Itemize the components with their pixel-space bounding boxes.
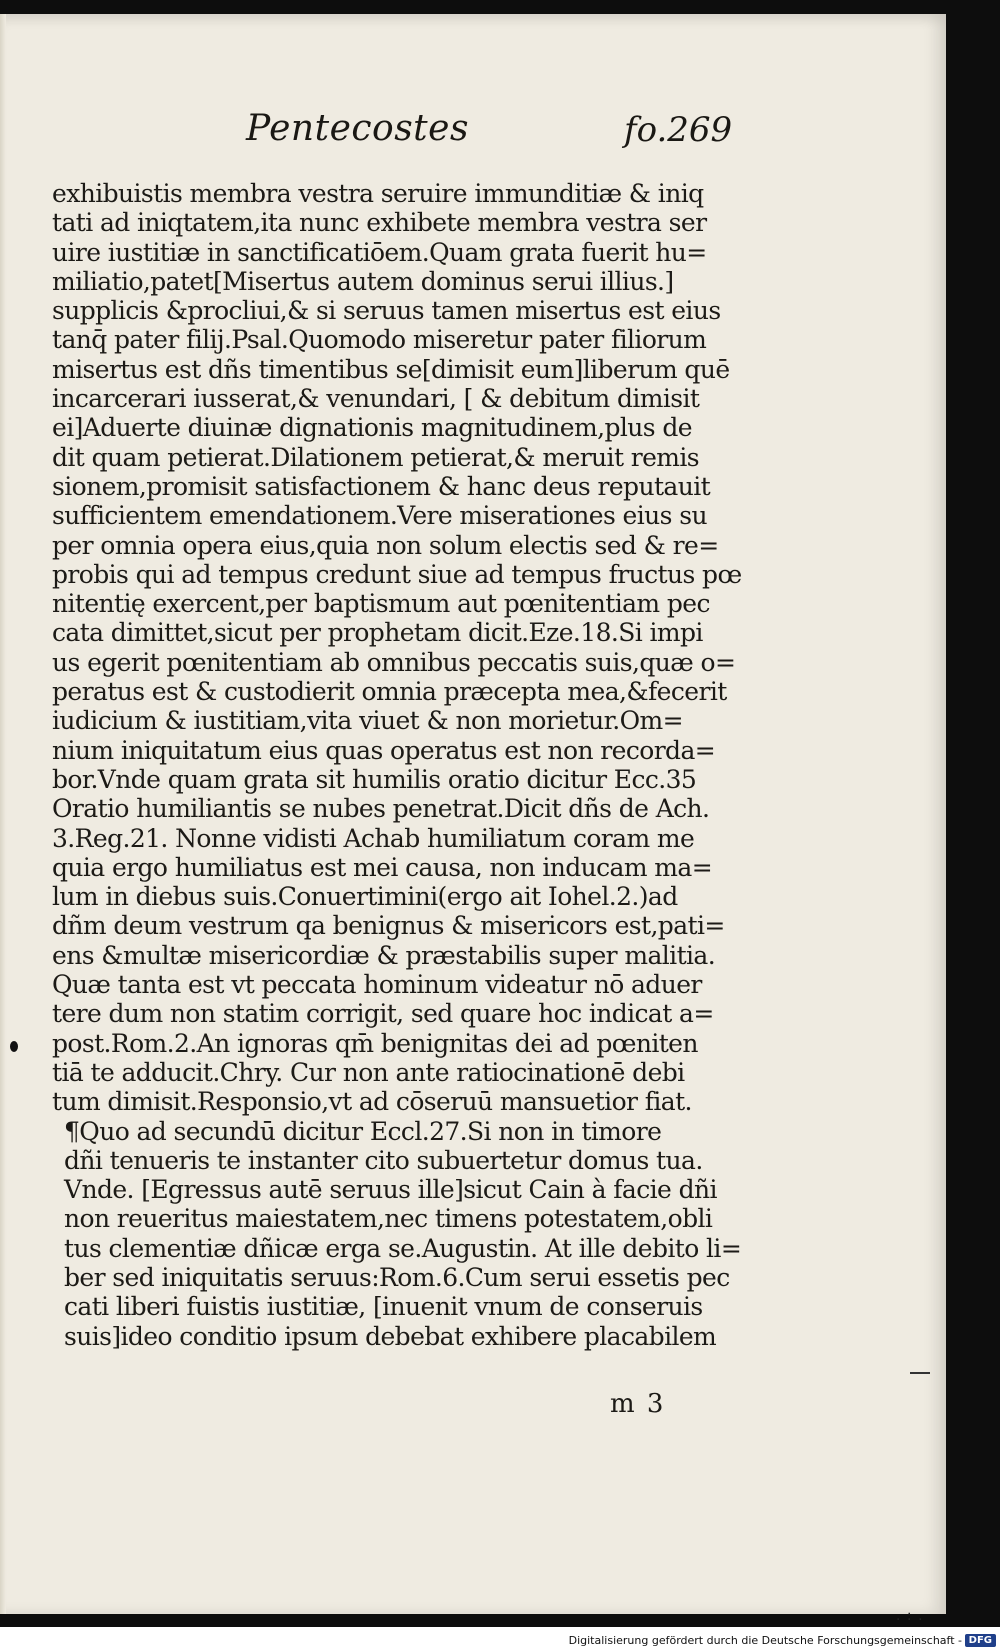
corner-mark: . : .: [896, 1608, 924, 1624]
text-line: misertus est dñs timentibus se[dimisit eum]liberum quē: [52, 354, 730, 384]
text-line: cata dimittet,sicut per prophetam dicit.Eze.18.Si impi: [52, 618, 703, 648]
text-line: ens &multæ misericordiæ & præstabilis super malitia.: [52, 940, 716, 970]
text-line: cati liberi fuistis iustitiæ, [inuenit vnum de conseruis: [64, 1292, 703, 1322]
text-line: tati ad iniqtatem,ita nunc exhibete membra vestra ser: [52, 208, 707, 238]
folio-number: fo.269: [624, 110, 733, 150]
text-line: exhibuistis membra vestra seruire immunditiæ & iniq: [52, 179, 704, 208]
text-line: suis]ideo conditio ipsum debebat exhibere placabilem: [64, 1321, 717, 1351]
margin-ink-dash: [910, 1372, 930, 1374]
running-head: Pentecostes: [246, 108, 469, 149]
text-line: per omnia opera eius,quia non solum electis sed & re=: [52, 530, 719, 560]
margin-ink-dot: [10, 1041, 18, 1052]
text-line: bor.Vnde quam grata sit humilis oratio dicitur Ecc.35: [52, 764, 697, 794]
text-line: sionem,promisit satisfactionem & hanc deus reputauit: [52, 471, 711, 501]
text-line: ber sed iniquitatis seruus:Rom.6.Cum serui essetis pec: [64, 1262, 730, 1292]
text-line: lum in diebus suis.Conuertimini(ergo ait Iohel.2.)ad: [52, 882, 678, 912]
text-line: Oratio humiliantis se nubes penetrat.Dicit dñs de Ach.: [52, 794, 710, 824]
signature-mark: m 3: [610, 1389, 666, 1419]
text-line: supplicis &procliui,& si seruus tamen misertus est eius: [52, 296, 721, 326]
text-line: dñi tenueris te instanter cito subuertetur domus tua.: [64, 1145, 703, 1175]
text-line: dit quam petierat.Dilationem petierat,& meruit remis: [52, 442, 700, 472]
footer-credit: Digitalisierung gefördert durch die Deutsche Forschungsgemeinschaft -: [568, 1634, 962, 1647]
text-line: Quæ tanta est vt peccata hominum videatur nō aduer: [52, 970, 702, 1000]
text-line: tiā te adducit.Chry. Cur non ante ratiocinationē debi: [52, 1057, 685, 1087]
text-line: tum dimisit.Responsio,vt ad cōseruū mansuetior fiat.: [52, 1087, 692, 1117]
text-line: nitentię exercent,per baptismum aut pœnitentiam pec: [52, 589, 710, 619]
text-line: uire iustitiæ in sanctificatiōem.Quam grata fuerit hu=: [52, 237, 707, 267]
dfg-logo: DFG: [965, 1634, 996, 1647]
text-line: quia ergo humiliatus est mei causa, non inducam ma=: [52, 852, 713, 882]
text-line: ei]Aduerte diuinæ dignationis magnitudinem,plus de: [52, 413, 692, 443]
text-line: iudicium & iustitiam,vita viuet & non morietur.Om=: [52, 706, 683, 736]
text-line: tanq̄ pater filij.Psal.Quomodo miseretur pater filiorum: [52, 325, 707, 355]
page-gutter-shadow: [0, 14, 6, 1614]
text-line: Vnde. [Egressus autē seruus ille]sicut Cain à facie dñi: [64, 1175, 717, 1205]
text-line: tere dum non statim corrigit, sed quare hoc indicat a=: [52, 999, 714, 1029]
text-block: [52, 179, 742, 1351]
book-page: [0, 14, 946, 1624]
text-line: non reueritus maiestatem,nec timens potestatem,obli: [64, 1204, 713, 1234]
text-line: tus clementiæ dñicæ erga se.Augustin. At ille debito li=: [64, 1233, 742, 1263]
text-line: miliatio,patet[Misertus autem dominus serui illius.]: [52, 266, 674, 296]
footer-strip: [0, 1627, 1000, 1651]
text-line: us egerit pœnitentiam ab omnibus peccatis suis,quæ o=: [52, 647, 736, 677]
text-line: peratus est & custodierit omnia præcepta mea,&fecerit: [52, 677, 727, 707]
text-line: nium iniquitatum eius quas operatus est non recorda=: [52, 735, 716, 765]
text-line: probis qui ad tempus credunt siue ad tempus fructus pœ: [52, 559, 742, 589]
text-line: incarcerari iusserat,& venundari, [ & debitum dimisit: [52, 384, 700, 414]
text-line: post.Rom.2.An ignoras qm̄ benignitas dei ad pœniten: [52, 1028, 698, 1058]
text-line: dñm deum vestrum qa benignus & misericors est,pati=: [52, 911, 725, 941]
text-line: 3.Reg.21. Nonne vidisti Achab humiliatum coram me: [52, 823, 695, 853]
paragraph-start-line: ¶Quo ad secundū dicitur Eccl.27.Si non in timore: [64, 1116, 662, 1146]
text-line: sufficientem emendationem.Vere miserationes eius su: [52, 501, 707, 531]
